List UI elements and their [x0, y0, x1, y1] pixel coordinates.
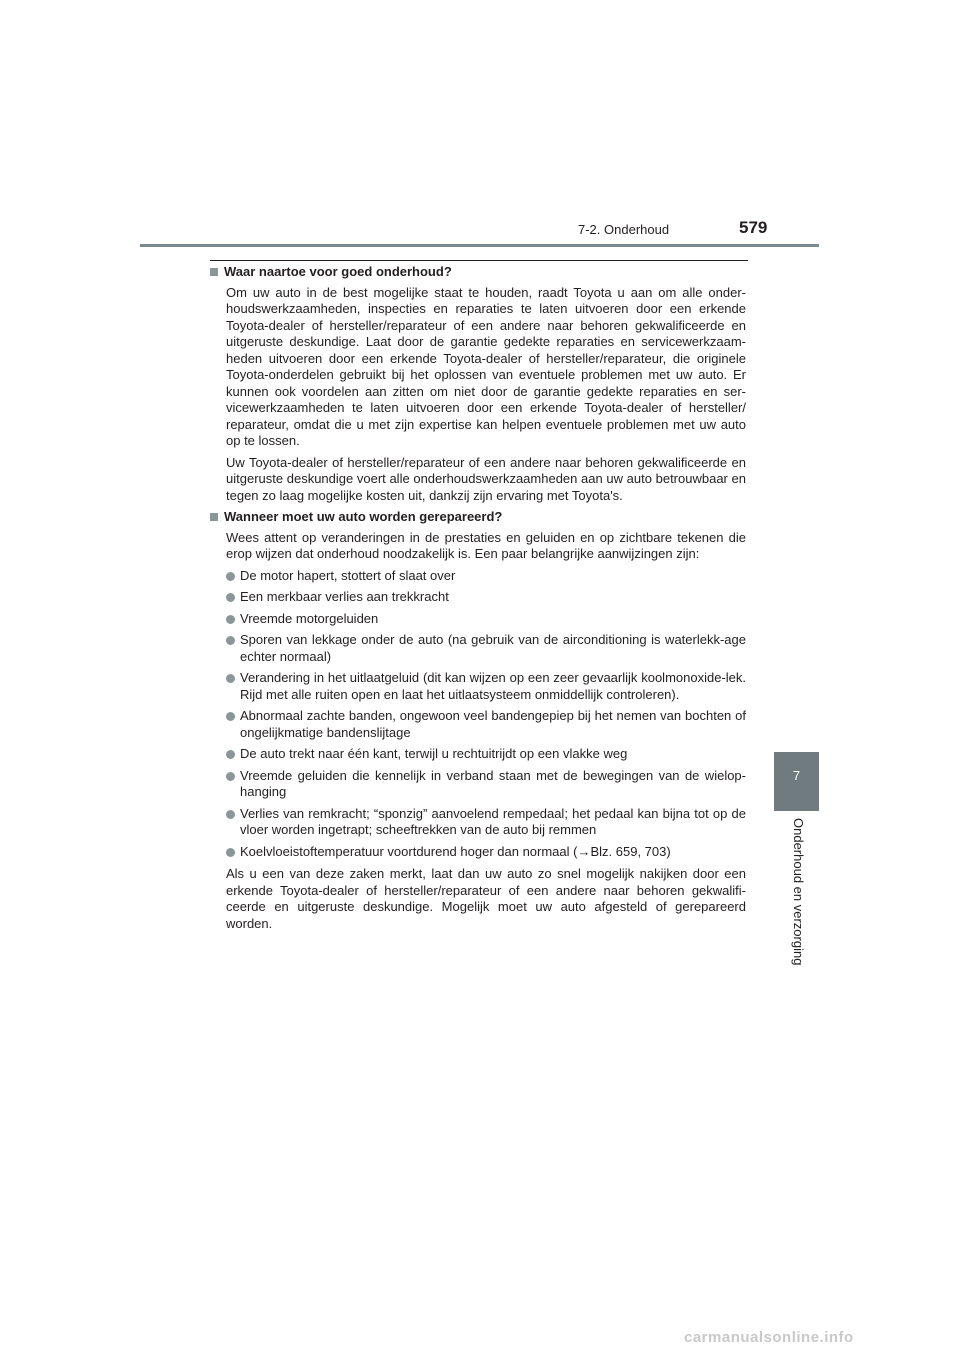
circle-bullet-icon [226, 572, 235, 581]
square-bullet-icon [210, 268, 218, 276]
circle-bullet-icon [226, 615, 235, 624]
list-item: Sporen van lekkage onder de auto (na gebruik van de airconditioning is waterlekk-age echter normaal) [226, 632, 746, 665]
section-repair-signs [210, 509, 746, 932]
list-item: De auto trekt naar één kant, terwijl u rechtuitrijdt op een vlakke weg [226, 746, 746, 763]
paragraph: Uw Toyota-dealer of hersteller/reparateur of een andere naar behoren gekwalificeerde en uitgeruste deskundige voert alle onderhoudswerkzaamheden aan uw auto betrouwbaar en tegen zo laag mogelijke kosten uit, dankzij zijn ervaring met Toyota's. [226, 454, 746, 503]
circle-bullet-icon [226, 674, 235, 683]
page-number: 579 [739, 218, 768, 237]
circle-bullet-icon [226, 712, 235, 721]
circle-bullet-icon [226, 848, 235, 857]
list-item: Vreemde motorgeluiden [226, 611, 746, 628]
section-title: 7-2. Onderhoud [578, 222, 670, 237]
list-item: Verandering in het uitlaatgeluid (dit kan wijzen op een zeer gevaarlijk koolmonoxide-lek. Rijd met alle ruiten open en laat het uitlaatsysteem onmiddellijk controleren). [226, 670, 746, 703]
circle-bullet-icon [226, 593, 235, 602]
paragraph: Wees attent op veranderingen in de prestaties en geluiden en op zichtbare tekenen die erop wijzen dat onderhoud noodzakelijk is. Een paar belangrijke aanwijzingen zijn: [226, 529, 746, 561]
content-divider [210, 260, 748, 261]
circle-bullet-icon [226, 750, 235, 759]
list-item: Abnormaal zachte banden, ongewoon veel bandengepiep bij het nemen van bochten of ongelijkmatige bandenslijtage [226, 708, 746, 741]
circle-bullet-icon [226, 772, 235, 781]
paragraph: Als u een van deze zaken merkt, laat dan uw auto zo snel mogelijk nakijken door een erkende Toyota-dealer of hersteller/reparateur of een andere naar behoren gekwalifi-ceerde en uitgeruste deskundige. Mogelijk moet uw auto afgesteld of gerepareerd worden. [226, 866, 746, 931]
chapter-side-title: Onderhoud en verzorging [791, 818, 806, 966]
list-item: Verlies van remkracht; “sponzig” aanvoelend rempedaal; het pedaal kan bijna tot op de vloer worden ingetrapt; scheeftrekken van de auto bij remmen [226, 806, 746, 839]
square-bullet-icon [210, 513, 218, 521]
header-divider [140, 244, 819, 247]
section-heading [210, 264, 746, 281]
list-item: Vreemde geluiden die kennelijk in verband staan met de bewegingen van de wielop-hanging [226, 768, 746, 801]
list-item: Een merkbaar verlies aan trekkracht [226, 589, 746, 606]
section-heading [210, 509, 746, 526]
list-item: De motor hapert, stottert of slaat over [226, 568, 746, 585]
list-item: Koelvloeistoftemperatuur voortdurend hoger dan normaal (→Blz. 659, 703) [226, 844, 746, 861]
page-content [210, 264, 746, 937]
chapter-tab: 7 [774, 752, 819, 811]
watermark: carmanualsonline.info [684, 1329, 854, 1346]
paragraph: Om uw auto in de best mogelijke staat te houden, raadt Toyota u aan om alle onder-houdswerkzaamheden, inspecties en reparaties te laten uitvoeren door een erkende Toyota-dealer of hersteller/reparateur of een andere naar behoren gekwalificeerde en uitgeruste deskundige. Laat door de garantie gedekte reparaties en servicewerkzaam-heden uitvoeren door een erkende Toyota-dealer of hersteller/reparateur, die originele Toyota-onderdelen gebruikt bij het oplossen van eventuele problemen met uw auto. Er kunnen ook voordelen aan zitten om niet door de garantie gedekte reparaties en ser-vicewerkzaamheden te laten uitvoeren door een erkende Toyota-dealer of hersteller/ reparateur, omdat die u met zijn expertise kan helpen eventuele problemen met uw auto op te lossen. [226, 284, 746, 448]
section-maintenance-location [210, 264, 746, 504]
circle-bullet-icon [226, 636, 235, 645]
symptom-list [226, 568, 746, 861]
circle-bullet-icon [226, 810, 235, 819]
section-heading-text: Waar naartoe voor goed onderhoud? [224, 264, 452, 279]
section-heading-text: Wanneer moet uw auto worden gerepareerd? [224, 509, 503, 524]
